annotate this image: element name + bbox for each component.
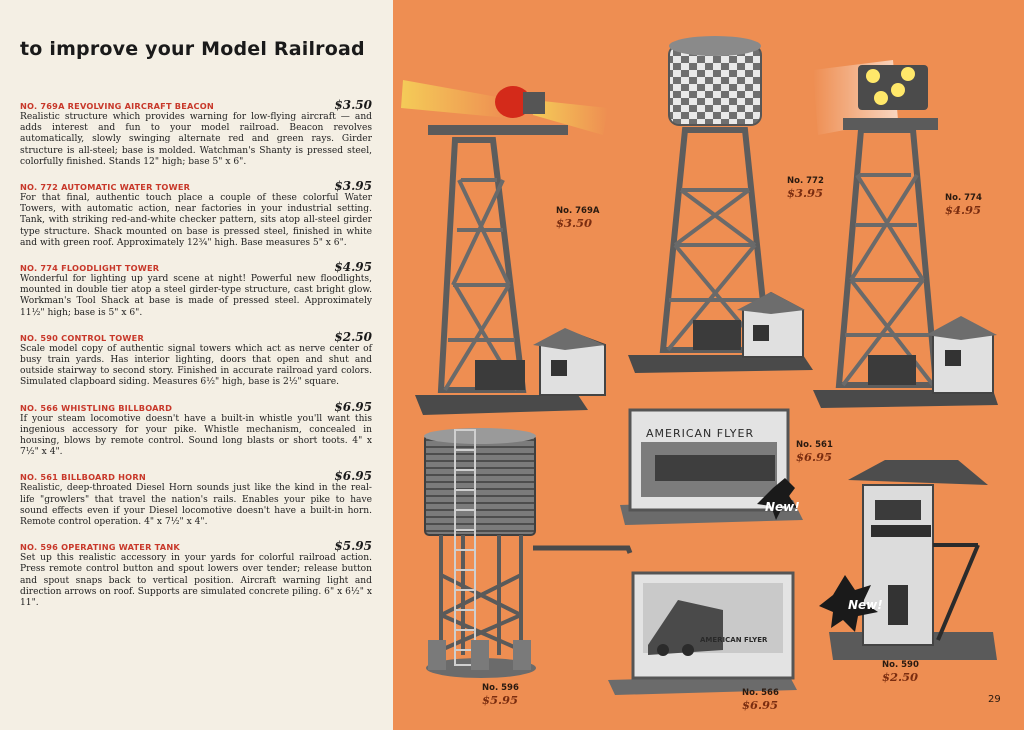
caption-number: No. 772: [787, 176, 824, 186]
item-description: Wonderful for lighting up yard scene at night! Powerful new floodlights, mounted in double tier atop a steel girder-type structure, cast bright glow. Workman's Tool Shack at base is made of pressed steel. Approximately 11½" high; base is 5" x 6".: [20, 274, 372, 318]
item-title: NO. 774 FLOODLIGHT TOWER: [20, 263, 160, 274]
page-headline: to improve your Model Railroad: [20, 38, 365, 60]
item-description: Realistic, deep-throated Diesel Horn sounds just like the kind in the real-life "growlers" that travel the nation's rails. Enables your pike to have sound effects even if your Diesel locomotive doesn't have a built-in horn. Remote control operation. 4" x 7½" x 4".: [20, 483, 372, 528]
new-badge-590: New!: [848, 598, 883, 612]
caption-number: No. 566: [742, 688, 779, 698]
caption-number: No. 596: [482, 683, 519, 693]
item-description: Scale model copy of authentic signal towers which act as nerve center of busy train yards. Has interior lighting, doors that open and shut and outside stairway to second story. Finished in accurate railroad yard colors. Simulated clapboard siding. Measures 6½" high, base is 2½" square.: [20, 343, 372, 388]
billboard-561-label: AMERICAN FLYER: [646, 427, 755, 440]
item-price: $3.95: [334, 179, 372, 194]
item-price: $3.50: [334, 98, 372, 112]
caption-769a: [556, 206, 599, 230]
caption-price: $4.95: [945, 203, 982, 217]
caption-price: $5.95: [482, 693, 519, 707]
item-description: If your steam locomotive doesn't have a built-in whistle you'll want this ingenious accessory for your pike. Whistle mechanism, concealed in housing, blows by remote control. Sound long blasts or short toots. 4" x 7½" x 4".: [20, 413, 372, 458]
water-tower-772: [628, 36, 813, 373]
caption-774: [945, 193, 982, 217]
caption-number: No. 769A: [556, 206, 600, 216]
list-item: [20, 539, 372, 609]
caption-596: [482, 683, 519, 707]
water-tank-596: [424, 428, 630, 678]
caption-561: [796, 440, 833, 464]
caption-price: $6.95: [742, 698, 779, 712]
page-number: 29: [988, 694, 1001, 705]
caption-number: No. 590: [882, 660, 919, 670]
item-description: Set up this realistic accessory in your yards for colorful railroad action. Press remote control button and spout lowers over tender; release button and spout snaps back to vertical position. Aircraft warning light and direction arrows on roof. Supports are simulated concrete piling. 6" x 6½" x 11".: [20, 553, 372, 609]
item-price: $4.95: [334, 260, 372, 275]
item-description: Realistic structure which provides warning for low-flying aircraft — and adds interest and fun to your model railroad. Beacon revolves automatically, slowly swinging alternate red and green rays. Girder structure is all-steel; base is molded. Watchman's Shanty is pressed steel, colorfully finished. Stands 12" high; base 5" x 6".: [20, 112, 372, 167]
caption-price: $2.50: [882, 670, 919, 684]
item-list: [20, 98, 372, 620]
list-item: [20, 469, 372, 528]
item-price: $5.95: [334, 539, 372, 554]
floodlight-tower-774: [813, 60, 998, 408]
item-title: NO. 566 WHISTLING BILLBOARD: [20, 402, 173, 413]
list-item: [20, 400, 372, 459]
item-title: NO. 772 AUTOMATIC WATER TOWER: [20, 182, 191, 193]
caption-590: [882, 660, 919, 684]
item-title: NO. 769A REVOLVING AIRCRAFT BEACON: [20, 101, 214, 111]
new-badge-561: New!: [765, 500, 800, 514]
item-title: NO. 596 OPERATING WATER TANK: [20, 542, 180, 553]
beacon-tower-769a: [401, 80, 608, 415]
list-item: [20, 330, 372, 389]
item-title: NO. 561 BILLBOARD HORN: [20, 472, 146, 483]
item-price: $6.95: [334, 399, 372, 414]
item-title: NO. 590 CONTROL TOWER: [20, 332, 144, 343]
billboard-566-label: AMERICAN FLYER: [700, 636, 768, 644]
control-tower-590: [819, 460, 997, 660]
caption-price: $3.50: [556, 216, 593, 230]
billboard-566: [608, 573, 797, 695]
list-item: [20, 98, 372, 168]
caption-price: $6.95: [796, 450, 833, 464]
list-item: [20, 179, 372, 249]
caption-772: [787, 176, 824, 200]
item-description: For that final, authentic touch place a couple of these colorful Water Towers, with automatic action, near factories in your industrial setting. Tank, with striking red-and-white checker pattern, sits atop all-steel girder type structure. Shack mounted on base is pressed steel, finished in white and with green roof. Approximately 12¾" high. Base measures 5" x 6".: [20, 193, 372, 248]
list-item: [20, 260, 372, 319]
caption-number: No. 774: [945, 193, 982, 203]
item-price: $6.95: [334, 469, 372, 484]
caption-566: [742, 688, 779, 712]
caption-price: $3.95: [787, 186, 824, 200]
item-price: $2.50: [334, 329, 372, 344]
product-illustrations: [393, 0, 1024, 730]
caption-number: No. 561: [796, 440, 833, 450]
